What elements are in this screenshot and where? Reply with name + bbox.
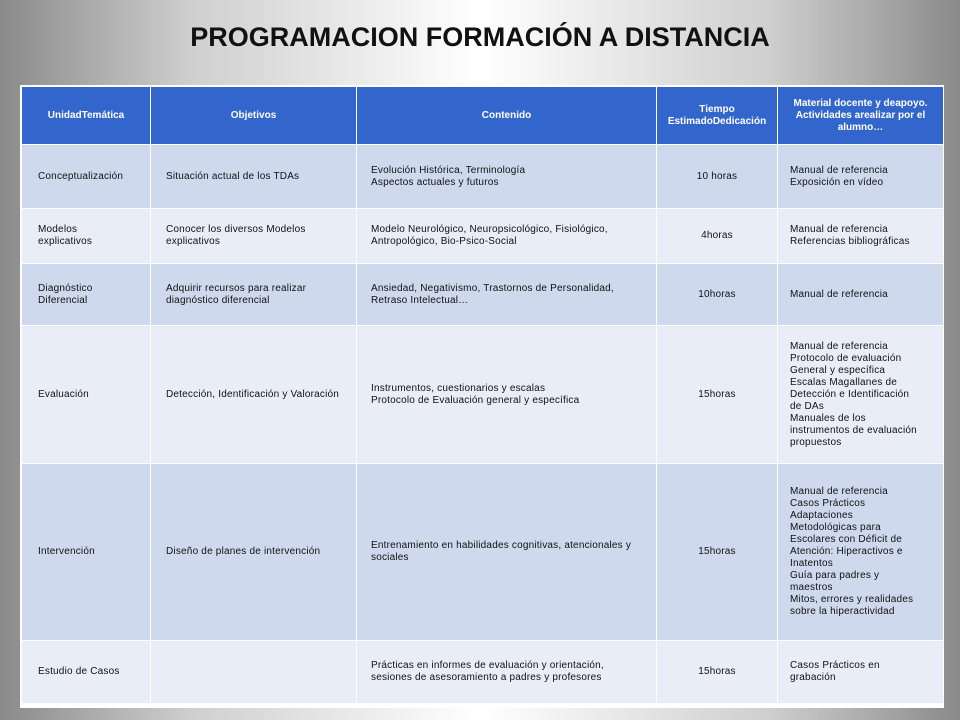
cell-unidad: Intervención xyxy=(22,464,151,641)
cell-unidad: Conceptualización xyxy=(22,145,151,209)
cell-contenido: Evolución Histórica, Terminología Aspectos actuales y futuros xyxy=(357,145,657,209)
cell-unidad: Estudio de Casos xyxy=(22,641,151,704)
cell-tiempo: 15horas xyxy=(657,464,778,641)
table-row xyxy=(22,209,944,264)
cell-contenido: Prácticas en informes de evaluación y orientación, sesiones de asesoramiento a padres y profesores xyxy=(357,641,657,704)
cell-material: Manual de referencia Referencias bibliográficas xyxy=(778,209,944,264)
table-body xyxy=(22,145,944,704)
cell-tiempo: 10 horas xyxy=(657,145,778,209)
cell-objetivos: Situación actual de los TDAs xyxy=(151,145,357,209)
programming-table xyxy=(21,86,944,704)
cell-tiempo: 15horas xyxy=(657,326,778,464)
cell-objetivos xyxy=(151,641,357,704)
table-row xyxy=(22,264,944,326)
table-row xyxy=(22,326,944,464)
cell-tiempo: 15horas xyxy=(657,641,778,704)
header-tiempo: Tiempo EstimadoDedicación xyxy=(657,87,778,145)
cell-unidad: Diagnóstico Diferencial xyxy=(22,264,151,326)
cell-objetivos: Conocer los diversos Modelos explicativos xyxy=(151,209,357,264)
cell-objetivos: Detección, Identificación y Valoración xyxy=(151,326,357,464)
cell-objetivos: Diseño de planes de intervención xyxy=(151,464,357,641)
table-row xyxy=(22,145,944,209)
cell-tiempo: 4horas xyxy=(657,209,778,264)
table-row xyxy=(22,464,944,641)
page-title: PROGRAMACION FORMACIÓN A DISTANCIA xyxy=(190,22,770,52)
cell-material: Manual de referencia Protocolo de evaluación General y específica Escalas Magallanes de Detección e Identificación de DAs Manuales de los instrumentos de evaluación propuestos xyxy=(778,326,944,464)
header-material: Material docente y deapoyo. Actividades arealizar por el alumno… xyxy=(778,87,944,145)
cell-contenido: Entrenamiento en habilidades cognitivas, atencionales y sociales xyxy=(357,464,657,641)
cell-material: Manual de referencia Exposición en vídeo xyxy=(778,145,944,209)
cell-material: Manual de referencia xyxy=(778,264,944,326)
header-objetivos: Objetivos xyxy=(151,87,357,145)
header-unidad: UnidadTemática xyxy=(22,87,151,145)
cell-contenido: Modelo Neurológico, Neuropsicológico, Fisiológico, Antropológico, Bio-Psico-Social xyxy=(357,209,657,264)
cell-contenido: Ansiedad, Negativismo, Trastornos de Personalidad, Retraso Intelectual… xyxy=(357,264,657,326)
programming-table-frame xyxy=(20,85,944,708)
cell-contenido: Instrumentos, cuestionarios y escalas Protocolo de Evaluación general y específica xyxy=(357,326,657,464)
cell-objetivos: Adquirir recursos para realizar diagnóstico diferencial xyxy=(151,264,357,326)
cell-unidad: Modelos explicativos xyxy=(22,209,151,264)
header-row xyxy=(22,87,944,145)
cell-material: Manual de referencia Casos Prácticos Adaptaciones Metodológicas para Escolares con Déficit de Atención: Hiperactivos e Inatentos Guía para padres y maestros Mitos, errores y realidades sobre la hiperactividad xyxy=(778,464,944,641)
cell-tiempo: 10horas xyxy=(657,264,778,326)
header-contenido: Contenido xyxy=(357,87,657,145)
table-row xyxy=(22,641,944,704)
cell-material: Casos Prácticos en grabación xyxy=(778,641,944,704)
cell-unidad: Evaluación xyxy=(22,326,151,464)
